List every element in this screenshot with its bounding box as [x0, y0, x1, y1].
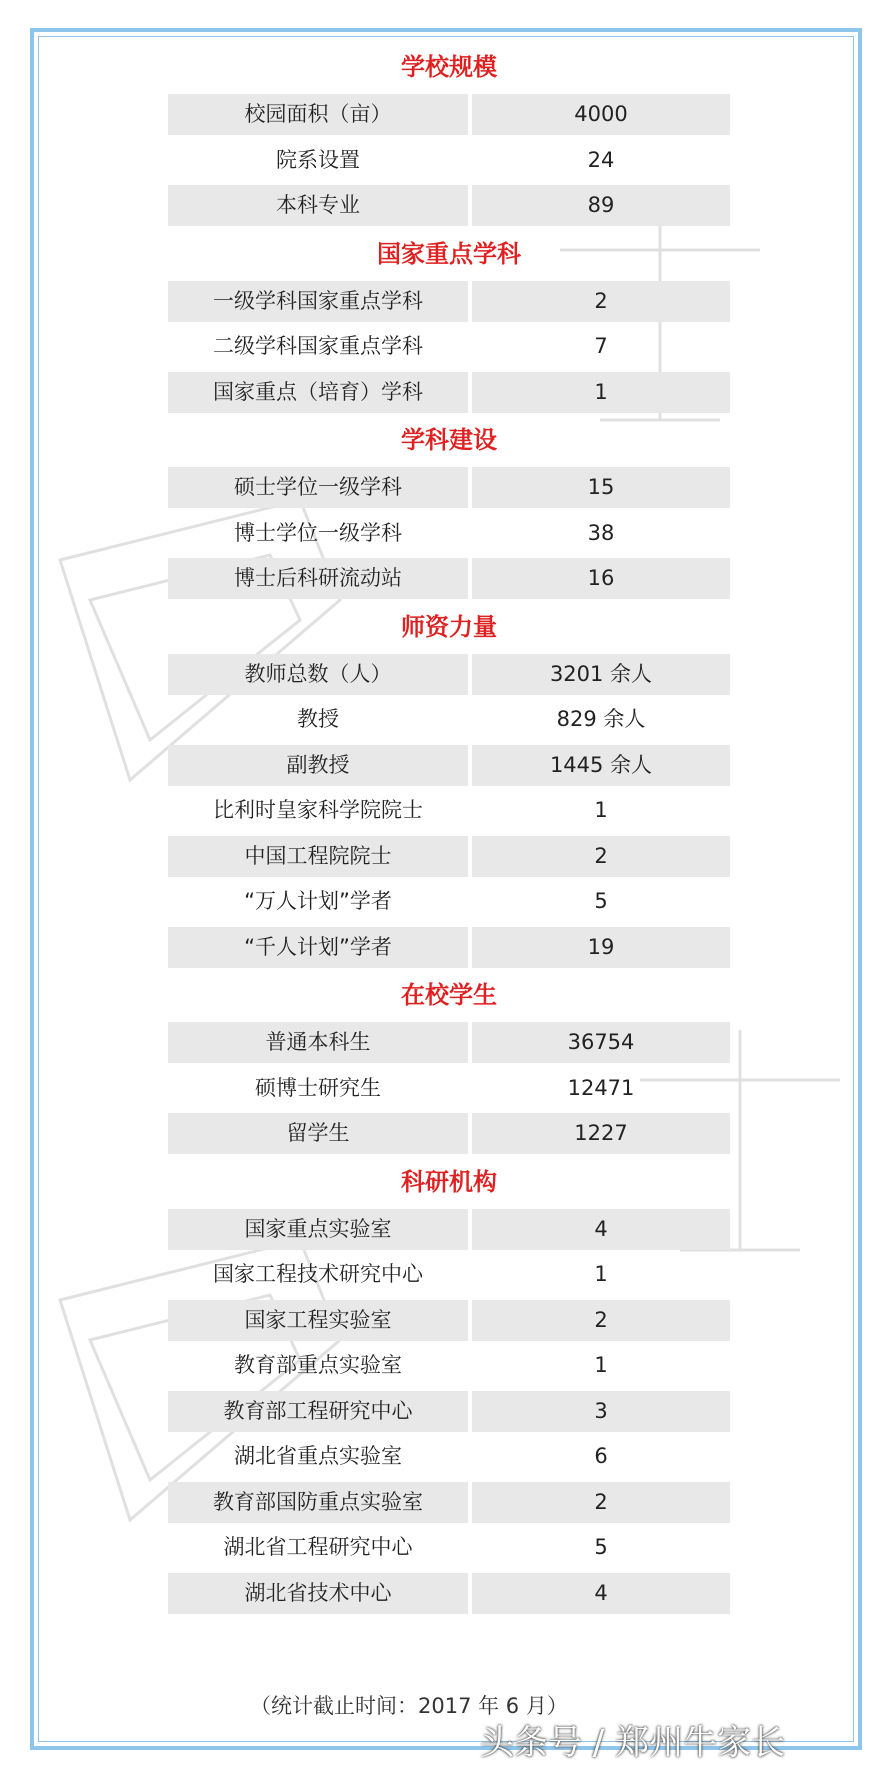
- table-row: [168, 1525, 730, 1571]
- table-row: [168, 743, 730, 789]
- row-label: 博士后科研流动站: [168, 558, 468, 599]
- table-row: [168, 1066, 730, 1112]
- row-value: 6: [594, 1444, 608, 1469]
- row-value: 829 余人: [556, 707, 646, 732]
- row-label: 教育部重点实验室: [234, 1353, 402, 1378]
- row-label: 湖北省技术中心: [168, 1573, 468, 1614]
- row-value: 16: [472, 558, 730, 599]
- row-value: 3201 余人: [472, 654, 730, 695]
- row-value: 1: [594, 798, 608, 823]
- table-row: [168, 1020, 730, 1066]
- row-label: 普通本科生: [168, 1022, 468, 1063]
- table-row: [168, 1389, 730, 1435]
- row-value: 1445 余人: [472, 745, 730, 786]
- row-label: 湖北省重点实验室: [234, 1444, 402, 1469]
- row-label: 硕士学位一级学科: [168, 467, 468, 508]
- table-row: [168, 370, 730, 416]
- table-row: [168, 324, 730, 370]
- table-row: [168, 465, 730, 511]
- stats-table: [168, 42, 730, 1616]
- row-value: 4000: [472, 94, 730, 135]
- table-row: [168, 511, 730, 557]
- row-label: 教育部工程研究中心: [168, 1391, 468, 1432]
- row-label: 湖北省工程研究中心: [223, 1535, 413, 1560]
- row-value: 36754: [472, 1022, 730, 1063]
- row-value: 4: [472, 1573, 730, 1614]
- row-label: 院系设置: [276, 147, 360, 172]
- row-value: 2: [472, 1482, 730, 1523]
- footer-note: （统计截止时间：2017 年 6 月）: [250, 1694, 568, 1718]
- table-row: [168, 788, 730, 834]
- source-watermark: 头条号 / 郑州牛家长: [480, 1723, 786, 1763]
- row-label: 一级学科国家重点学科: [168, 281, 468, 322]
- table-row: [168, 1434, 730, 1480]
- row-label: 硕博士研究生: [255, 1075, 381, 1100]
- row-label: 二级学科国家重点学科: [213, 334, 423, 359]
- section-title: 学校规模: [401, 53, 497, 81]
- row-label: 国家重点（培育）学科: [168, 372, 468, 413]
- row-label: 留学生: [168, 1113, 468, 1154]
- table-row: [168, 1111, 730, 1157]
- table-row: [168, 556, 730, 602]
- row-value: 12471: [567, 1075, 635, 1100]
- row-value: 89: [472, 185, 730, 226]
- table-row: [168, 1343, 730, 1389]
- row-value: 1: [594, 1353, 608, 1378]
- row-label: 副教授: [168, 745, 468, 786]
- row-value: 3: [472, 1391, 730, 1432]
- row-value: 1: [472, 372, 730, 413]
- section-title: 在校学生: [401, 981, 497, 1009]
- row-value: 5: [594, 1535, 608, 1560]
- table-row: [168, 92, 730, 138]
- table-row: [168, 138, 730, 184]
- table-row: [168, 1252, 730, 1298]
- row-value: 1227: [472, 1113, 730, 1154]
- section-title: 学科建设: [401, 426, 497, 454]
- table-row: [168, 1480, 730, 1526]
- row-label: 博士学位一级学科: [234, 520, 402, 545]
- table-row: [168, 879, 730, 925]
- row-value: 4: [472, 1209, 730, 1250]
- row-label: “万人计划”学者: [244, 889, 392, 914]
- row-label: 比利时皇家科学院院士: [213, 798, 423, 823]
- table-row: [168, 834, 730, 880]
- row-value: 7: [594, 334, 608, 359]
- section-title: 国家重点学科: [377, 239, 521, 268]
- row-value: 1: [594, 1262, 608, 1287]
- row-label: 校园面积（亩）: [168, 94, 468, 135]
- table-row: [168, 1571, 730, 1617]
- section-title: 科研机构: [401, 1167, 497, 1196]
- row-label: “千人计划”学者: [168, 927, 468, 968]
- row-label: 国家工程技术研究中心: [213, 1262, 423, 1287]
- row-label: 国家重点实验室: [168, 1209, 468, 1250]
- row-label: 教育部国防重点实验室: [168, 1482, 468, 1523]
- row-value: 5: [594, 889, 608, 914]
- row-label: 中国工程院院士: [168, 836, 468, 877]
- table-row: [168, 1298, 730, 1344]
- row-value: 2: [472, 1300, 730, 1341]
- row-label: 本科专业: [168, 185, 468, 226]
- row-label: 教师总数（人）: [168, 654, 468, 695]
- row-value: 2: [472, 836, 730, 877]
- row-label: 教授: [297, 707, 339, 732]
- row-value: 24: [587, 147, 615, 172]
- row-label: 国家工程实验室: [168, 1300, 468, 1341]
- row-value: 19: [472, 927, 730, 968]
- table-row: [168, 652, 730, 698]
- table-row: [168, 697, 730, 743]
- section-title: 师资力量: [401, 612, 497, 641]
- table-row: [168, 1207, 730, 1253]
- table-row: [168, 183, 730, 229]
- row-value: 2: [472, 281, 730, 322]
- table-row: [168, 925, 730, 971]
- row-value: 15: [472, 467, 730, 508]
- table-row: [168, 279, 730, 325]
- row-value: 38: [587, 520, 615, 545]
